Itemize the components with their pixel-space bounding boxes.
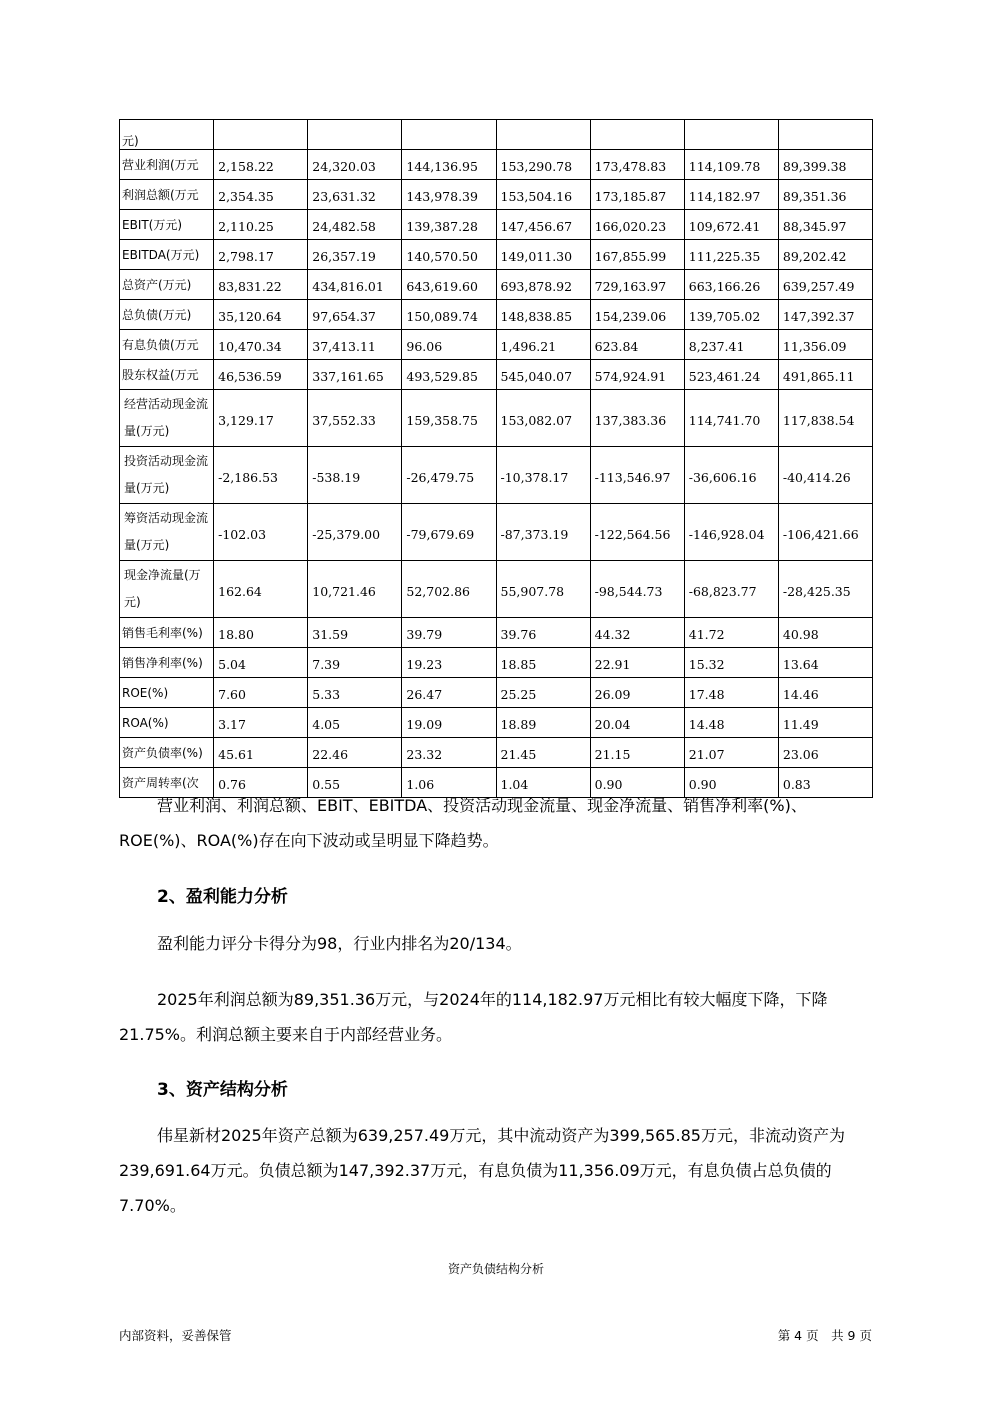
table-cell: 39.76 bbox=[496, 618, 590, 648]
table-cell: 643,619.60 bbox=[402, 270, 496, 300]
table-cell: -28,425.35 bbox=[778, 561, 872, 618]
table-cell: 0.83 bbox=[778, 768, 872, 798]
table-cell: 162.64 bbox=[214, 561, 308, 618]
table-cell: 21.15 bbox=[590, 738, 684, 768]
table-cell: 3,129.17 bbox=[214, 390, 308, 447]
table-cell: 2,798.17 bbox=[214, 240, 308, 270]
chart-caption: 资产负债结构分析 bbox=[447, 1262, 544, 1276]
table-cell: -113,546.97 bbox=[590, 447, 684, 504]
table-cell: 574,924.91 bbox=[590, 360, 684, 390]
table-cell: 46,536.59 bbox=[214, 360, 308, 390]
table-cell: 2,354.35 bbox=[214, 180, 308, 210]
table-cell: 23,631.32 bbox=[308, 180, 402, 210]
table-cell: 147,456.67 bbox=[496, 210, 590, 240]
table-cell: 23.32 bbox=[402, 738, 496, 768]
table-cell: 491,865.11 bbox=[778, 360, 872, 390]
table-cell: 26.09 bbox=[590, 678, 684, 708]
table-row bbox=[120, 504, 873, 561]
table-row bbox=[120, 708, 873, 738]
table-cell: 114,109.78 bbox=[684, 150, 778, 180]
row-label: 利润总额(万元 bbox=[120, 180, 214, 210]
section-3-paragraph-1: 伟星新材2025年资产总额为639,257.49万元，其中流动资产为399,565.85万元，非流动资产为239,691.64万元。负债总额为147,392.37万元，有息负债为11,356.09万元，有息负债占总负债的7.70%。 bbox=[119, 1126, 845, 1215]
row-label: 现金净流量(万元) bbox=[120, 561, 214, 618]
table-cell: 493,529.85 bbox=[402, 360, 496, 390]
row-label: 营业利润(万元 bbox=[120, 150, 214, 180]
table-cell: -146,928.04 bbox=[684, 504, 778, 561]
table-cell bbox=[496, 120, 590, 150]
table-cell: 109,672.41 bbox=[684, 210, 778, 240]
table-row bbox=[120, 447, 873, 504]
table-cell bbox=[778, 120, 872, 150]
row-label: 销售毛利率(%) bbox=[120, 618, 214, 648]
section-3-heading: 3、资产结构分析 bbox=[157, 1080, 288, 1100]
table-cell: 17.48 bbox=[684, 678, 778, 708]
table-cell: 14.46 bbox=[778, 678, 872, 708]
footer-left: 内部资料，妥善保管 bbox=[119, 1328, 232, 1343]
row-label: 销售净利率(%) bbox=[120, 648, 214, 678]
row-label: EBITDA(万元) bbox=[120, 240, 214, 270]
table-row bbox=[120, 150, 873, 180]
table-cell: 166,020.23 bbox=[590, 210, 684, 240]
table-cell: 37,413.11 bbox=[308, 330, 402, 360]
table-cell: 0.55 bbox=[308, 768, 402, 798]
table-cell bbox=[214, 120, 308, 150]
table-cell: 523,461.24 bbox=[684, 360, 778, 390]
section-2-paragraph-2: 2025年利润总额为89,351.36万元，与2024年的114,182.97万元相比有较大幅度下降，下降21.75%。利润总额主要来自于内部经营业务。 bbox=[119, 990, 828, 1044]
table-cell: -36,606.16 bbox=[684, 447, 778, 504]
row-label: 股东权益(万元 bbox=[120, 360, 214, 390]
table-cell: 729,163.97 bbox=[590, 270, 684, 300]
row-label: ROE(%) bbox=[120, 678, 214, 708]
table-cell: 154,239.06 bbox=[590, 300, 684, 330]
row-label: 总资产(万元) bbox=[120, 270, 214, 300]
table-cell: -106,421.66 bbox=[778, 504, 872, 561]
table-cell: 111,225.35 bbox=[684, 240, 778, 270]
table-cell: 114,182.97 bbox=[684, 180, 778, 210]
table-cell: 114,741.70 bbox=[684, 390, 778, 447]
table-cell: 96.06 bbox=[402, 330, 496, 360]
section-2-paragraph-1: 盈利能力评分卡得分为98，行业内排名为20/134。 bbox=[157, 934, 522, 953]
table-cell: 663,166.26 bbox=[684, 270, 778, 300]
table-row bbox=[120, 300, 873, 330]
table-cell: 143,978.39 bbox=[402, 180, 496, 210]
row-label: 经营活动现金流量(万元) bbox=[120, 390, 214, 447]
table-cell bbox=[402, 120, 496, 150]
table-cell: 148,838.85 bbox=[496, 300, 590, 330]
table-row bbox=[120, 678, 873, 708]
row-label: 总负债(万元) bbox=[120, 300, 214, 330]
financial-table bbox=[119, 119, 873, 798]
table-cell: 153,504.16 bbox=[496, 180, 590, 210]
table-cell: 21.07 bbox=[684, 738, 778, 768]
financial-table-body bbox=[120, 120, 873, 798]
table-cell: 693,878.92 bbox=[496, 270, 590, 300]
table-cell: 623.84 bbox=[590, 330, 684, 360]
table-cell: 83,831.22 bbox=[214, 270, 308, 300]
table-cell: 39.79 bbox=[402, 618, 496, 648]
table-cell: 10,721.46 bbox=[308, 561, 402, 618]
table-cell: 10,470.34 bbox=[214, 330, 308, 360]
row-label: 有息负债(万元 bbox=[120, 330, 214, 360]
table-cell: 41.72 bbox=[684, 618, 778, 648]
table-cell: 5.33 bbox=[308, 678, 402, 708]
table-cell: 24,320.03 bbox=[308, 150, 402, 180]
table-row bbox=[120, 180, 873, 210]
table-cell: 639,257.49 bbox=[778, 270, 872, 300]
table-cell: 7.60 bbox=[214, 678, 308, 708]
table-cell: 149,011.30 bbox=[496, 240, 590, 270]
row-label: 筹资活动现金流量(万元) bbox=[120, 504, 214, 561]
table-cell: 137,383.36 bbox=[590, 390, 684, 447]
table-cell: 11,356.09 bbox=[778, 330, 872, 360]
table-cell: 15.32 bbox=[684, 648, 778, 678]
table-cell: 19.09 bbox=[402, 708, 496, 738]
table-cell: 18.89 bbox=[496, 708, 590, 738]
table-cell: 18.85 bbox=[496, 648, 590, 678]
table-cell: 88,345.97 bbox=[778, 210, 872, 240]
table-cell: 23.06 bbox=[778, 738, 872, 768]
row-label: 元) bbox=[120, 120, 214, 150]
table-cell: 4.05 bbox=[308, 708, 402, 738]
table-row bbox=[120, 618, 873, 648]
table-cell: 2,110.25 bbox=[214, 210, 308, 240]
table-cell: -10,378.17 bbox=[496, 447, 590, 504]
table-row bbox=[120, 648, 873, 678]
table-cell: 35,120.64 bbox=[214, 300, 308, 330]
table-cell: 45.61 bbox=[214, 738, 308, 768]
table-cell: -538.19 bbox=[308, 447, 402, 504]
table-cell: 89,202.42 bbox=[778, 240, 872, 270]
table-cell: 147,392.37 bbox=[778, 300, 872, 330]
table-cell: 150,089.74 bbox=[402, 300, 496, 330]
table-cell: 26.47 bbox=[402, 678, 496, 708]
table-cell: -26,479.75 bbox=[402, 447, 496, 504]
table-cell: 139,387.28 bbox=[402, 210, 496, 240]
row-label: EBIT(万元) bbox=[120, 210, 214, 240]
row-label: 资产周转率(次 bbox=[120, 768, 214, 798]
table-row bbox=[120, 738, 873, 768]
table-cell bbox=[590, 120, 684, 150]
table-cell: 44.32 bbox=[590, 618, 684, 648]
table-row bbox=[120, 390, 873, 447]
table-cell: 5.04 bbox=[214, 648, 308, 678]
table-cell: 434,816.01 bbox=[308, 270, 402, 300]
table-cell: 14.48 bbox=[684, 708, 778, 738]
table-cell: 173,478.83 bbox=[590, 150, 684, 180]
summary-paragraph: 营业利润、利润总额、EBIT、EBITDA、投资活动现金流量、现金净流量、销售净利率(%)、ROE(%)、ROA(%)存在向下波动或呈明显下降趋势。 bbox=[119, 796, 807, 850]
table-cell: 55,907.78 bbox=[496, 561, 590, 618]
table-cell: 0.76 bbox=[214, 768, 308, 798]
table-cell: 22.46 bbox=[308, 738, 402, 768]
table-cell: 8,237.41 bbox=[684, 330, 778, 360]
table-cell: 13.64 bbox=[778, 648, 872, 678]
table-cell: 26,357.19 bbox=[308, 240, 402, 270]
table-cell: 0.90 bbox=[684, 768, 778, 798]
table-cell: -2,186.53 bbox=[214, 447, 308, 504]
table-cell: 18.80 bbox=[214, 618, 308, 648]
table-cell: -87,373.19 bbox=[496, 504, 590, 561]
table-cell bbox=[684, 120, 778, 150]
table-cell: 21.45 bbox=[496, 738, 590, 768]
table-row bbox=[120, 360, 873, 390]
table-cell: 25.25 bbox=[496, 678, 590, 708]
table-cell bbox=[308, 120, 402, 150]
table-cell: 2,158.22 bbox=[214, 150, 308, 180]
table-row bbox=[120, 270, 873, 300]
table-cell: -98,544.73 bbox=[590, 561, 684, 618]
table-cell: 153,290.78 bbox=[496, 150, 590, 180]
table-cell: 545,040.07 bbox=[496, 360, 590, 390]
table-row bbox=[120, 561, 873, 618]
table-cell: -79,679.69 bbox=[402, 504, 496, 561]
table-cell: 31.59 bbox=[308, 618, 402, 648]
table-cell: 153,082.07 bbox=[496, 390, 590, 447]
table-cell: 19.23 bbox=[402, 648, 496, 678]
table-cell: -40,414.26 bbox=[778, 447, 872, 504]
table-cell: -68,823.77 bbox=[684, 561, 778, 618]
table-cell: 11.49 bbox=[778, 708, 872, 738]
table-cell: 7.39 bbox=[308, 648, 402, 678]
table-cell: 1.06 bbox=[402, 768, 496, 798]
table-cell: 22.91 bbox=[590, 648, 684, 678]
table-cell: 89,351.36 bbox=[778, 180, 872, 210]
row-label: 投资活动现金流量(万元) bbox=[120, 447, 214, 504]
table-cell: 1,496.21 bbox=[496, 330, 590, 360]
table-row bbox=[120, 240, 873, 270]
table-row bbox=[120, 330, 873, 360]
table-cell: 52,702.86 bbox=[402, 561, 496, 618]
table-cell: 1.04 bbox=[496, 768, 590, 798]
section-2-heading: 2、盈利能力分析 bbox=[157, 887, 288, 907]
table-cell: 140,570.50 bbox=[402, 240, 496, 270]
table-cell: 139,705.02 bbox=[684, 300, 778, 330]
row-label: 资产负债率(%) bbox=[120, 738, 214, 768]
table-cell: 167,855.99 bbox=[590, 240, 684, 270]
table-cell: 3.17 bbox=[214, 708, 308, 738]
row-label: ROA(%) bbox=[120, 708, 214, 738]
footer-page-number: 第 4 页 共 9 页 bbox=[777, 1328, 872, 1343]
table-row bbox=[120, 210, 873, 240]
table-cell: 89,399.38 bbox=[778, 150, 872, 180]
table-cell: -122,564.56 bbox=[590, 504, 684, 561]
table-cell: 173,185.87 bbox=[590, 180, 684, 210]
table-cell: 0.90 bbox=[590, 768, 684, 798]
table-cell: 337,161.65 bbox=[308, 360, 402, 390]
table-cell: 37,552.33 bbox=[308, 390, 402, 447]
table-cell: 144,136.95 bbox=[402, 150, 496, 180]
table-cell: 40.98 bbox=[778, 618, 872, 648]
table-cell: 24,482.58 bbox=[308, 210, 402, 240]
table-cell: -102.03 bbox=[214, 504, 308, 561]
table-cell: 97,654.37 bbox=[308, 300, 402, 330]
table-cell: 117,838.54 bbox=[778, 390, 872, 447]
table-row bbox=[120, 120, 873, 150]
table-cell: 20.04 bbox=[590, 708, 684, 738]
table-cell: 159,358.75 bbox=[402, 390, 496, 447]
table-cell: -25,379.00 bbox=[308, 504, 402, 561]
